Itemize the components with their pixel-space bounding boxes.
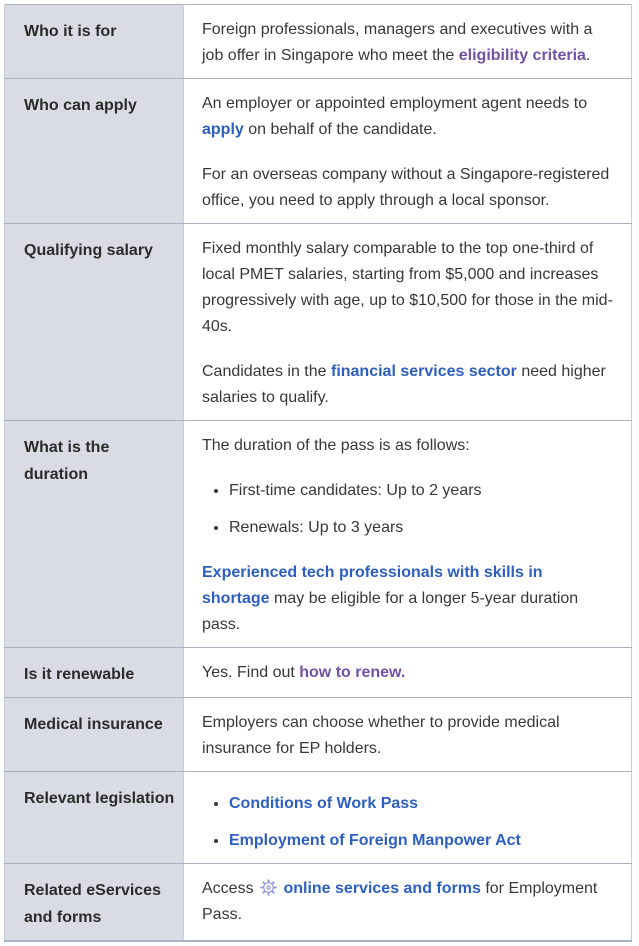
text: Candidates in the	[202, 363, 331, 380]
bullet-list	[202, 478, 613, 541]
text: for Employment Pass.	[202, 880, 598, 923]
table-row	[5, 864, 632, 942]
table-row	[5, 772, 632, 864]
paragraph	[202, 17, 613, 69]
text: Foreign professionals, managers and executives with a job offer in Singapore who meet the	[202, 21, 593, 64]
row-label: Related eServices and forms	[5, 864, 184, 942]
list-item	[229, 791, 613, 817]
employment-of-foreign-manpower-act-link[interactable]: Employment of Foreign Manpower Act	[229, 832, 521, 849]
row-content	[184, 224, 632, 421]
table-row	[5, 5, 632, 79]
text: Fixed monthly salary comparable to the top one-third of local PMET salaries, starting from $5,000 and increases progressively with age, up to $10,500 for those in the mid-40s.	[202, 240, 613, 335]
list-item	[229, 828, 613, 854]
paragraph	[202, 91, 613, 143]
text: .	[585, 47, 591, 64]
row-content	[184, 648, 632, 698]
row-label: Qualifying salary	[5, 224, 184, 421]
paragraph	[202, 162, 613, 214]
list-item	[229, 478, 613, 504]
text: may be eligible for a longer 5-year duration pass.	[202, 590, 579, 633]
table-row	[5, 648, 632, 698]
text: An employer or appointed employment agent needs to	[202, 95, 588, 112]
paragraph	[202, 236, 613, 340]
table-row	[5, 79, 632, 224]
text: on behalf of the candidate.	[243, 121, 437, 138]
paragraph	[202, 560, 613, 638]
paragraph	[202, 710, 613, 762]
text: First-time candidates: Up to 2 years	[229, 482, 482, 499]
row-label: Who can apply	[5, 79, 184, 224]
financial-services-sector-link[interactable]: financial services sector	[330, 363, 517, 380]
gear-icon	[258, 876, 279, 902]
table-row	[5, 421, 632, 648]
apply-link[interactable]: apply	[202, 121, 244, 138]
row-content	[184, 79, 632, 224]
experienced-tech-professionals-link[interactable]: Experienced tech professionals with skills in shortage	[202, 564, 543, 607]
row-label: Medical insurance	[5, 698, 184, 772]
online-services-and-forms-link[interactable]: online services and forms	[283, 880, 481, 897]
text: For an overseas company without a Singapore-registered office, you need to apply through a local sponsor.	[202, 166, 610, 209]
row-label: Relevant legislation	[5, 772, 184, 864]
text: Yes. Find out	[202, 664, 300, 681]
row-label: Who it is for	[5, 5, 184, 79]
paragraph	[202, 359, 613, 411]
table-row	[5, 698, 632, 772]
text: Renewals: Up to 3 years	[229, 519, 404, 536]
row-label: What is the duration	[5, 421, 184, 648]
table-row	[5, 224, 632, 421]
paragraph	[202, 660, 613, 686]
row-content	[184, 864, 632, 942]
conditions-of-work-pass-link[interactable]: Conditions of Work Pass	[229, 795, 419, 812]
list-item	[229, 515, 613, 541]
text: Employers can choose whether to provide medical insurance for EP holders.	[202, 714, 560, 757]
row-content	[184, 5, 632, 79]
table-body	[5, 5, 632, 942]
paragraph	[202, 433, 613, 459]
eligibility-criteria-link[interactable]: eligibility criteria	[458, 47, 586, 64]
how-to-renew-link[interactable]: how to renew.	[299, 664, 406, 681]
paragraph	[202, 876, 613, 928]
row-content	[184, 698, 632, 772]
text: need higher salaries to qualify.	[202, 363, 606, 406]
text: The duration of the pass is as follows:	[202, 437, 470, 454]
bullet-list	[202, 791, 613, 854]
row-content	[184, 421, 632, 648]
text: Access	[202, 880, 259, 897]
row-content	[184, 772, 632, 864]
row-label: Is it renewable	[5, 648, 184, 698]
employment-pass-summary-table	[4, 4, 632, 942]
